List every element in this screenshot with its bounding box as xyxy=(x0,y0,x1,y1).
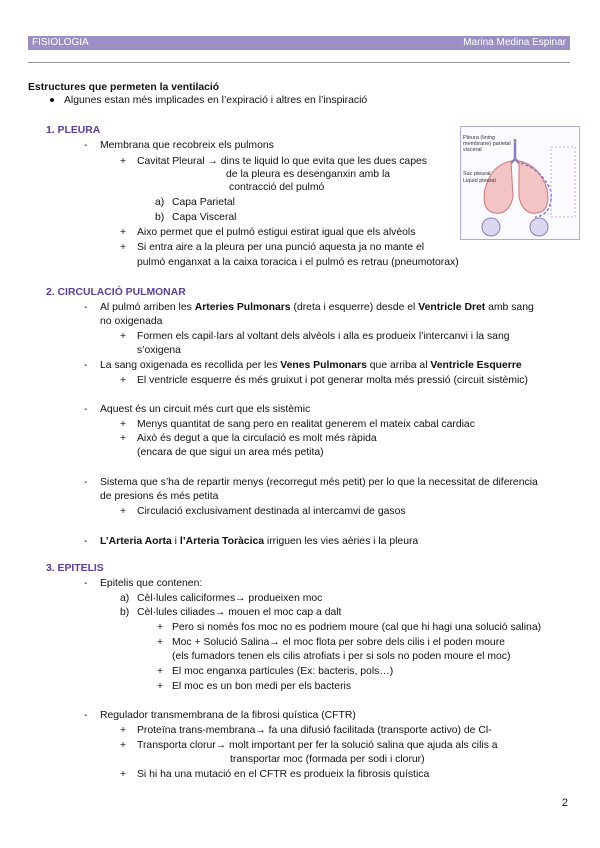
pleura-sub: Si entra aire a la pleura per una punció aquesta ja no mante el xyxy=(137,242,425,253)
page-title: Estructures que permeten la ventilació xyxy=(28,82,220,93)
circ-line: no oxigenada xyxy=(100,316,163,327)
epit-sub: Moc + Solució Salina→ el moc flota per sobre dels cilis i el poden moure xyxy=(172,637,505,648)
list-marker-b: b) xyxy=(120,607,130,618)
pleura-sub: pulmó enganxat a la caixa toracica i el pulmó es retrau (pneumotorax) xyxy=(137,257,459,268)
pleura-line: Membrana que recobreix els pulmons xyxy=(100,140,274,151)
plus: + xyxy=(120,769,127,780)
intro-bullet: Algunes estan més implicades en l’expiració i altres en l’inspiració xyxy=(64,95,368,106)
left-lung xyxy=(484,161,513,213)
pleura-sub: Cavitat Pleural → dins te liquid lo que evita que les dues capes xyxy=(137,156,427,167)
circ-line: L’Arteria Aorta i l’Arteria Toràcica irriguen les vies aèries i la pleura xyxy=(100,536,419,547)
pleura-sub: Aixo permet que el pulmó estigui estirat igual que els alvèols xyxy=(137,227,416,238)
page-number: 2 xyxy=(561,797,568,809)
alveolus-detail xyxy=(530,218,548,236)
header-rule xyxy=(28,62,570,63)
epit-sub: (els fumadors tenen els cilis atrofiats i per si sols no poden moure el moc) xyxy=(172,651,511,662)
plus: + xyxy=(120,375,127,386)
circ-line: Sistema que s’ha de repartir menys (recorregut més petit) per lo que la necessitat de diferencia xyxy=(100,477,538,488)
header-subject: FISIOLOGIA xyxy=(32,37,89,48)
epit-sub: Pero si només fos moc no es podriem moure (cal que hi hagi una solució salina) xyxy=(172,622,542,633)
circ-sub: Circulació exclusivament destinada al intercamvi de gasos xyxy=(137,506,406,517)
epit-sub: El moc es un bon medi per els bacteris xyxy=(172,681,352,692)
dash: - xyxy=(84,710,88,721)
section-heading-epitelis: 3. EPITELIS xyxy=(46,563,104,574)
list-marker-a: a) xyxy=(120,593,130,604)
right-lung xyxy=(519,161,548,213)
dash: - xyxy=(84,404,88,415)
plus: + xyxy=(120,433,127,444)
plus: + xyxy=(157,681,164,692)
figure-label: Liquid pleural xyxy=(463,178,496,184)
pleura-sub: de la pleura es desenganxin amb la xyxy=(226,169,391,180)
circ-sub: (encara de que sigui un area més petita) xyxy=(137,447,324,458)
circ-sub: Menys quantitat de sang pero en realitat generem el mateix cabal cardiac xyxy=(137,419,475,430)
circ-line: La sang oxigenada es recollida per les Venes Pulmonars que arriba al Ventricle Esquerre xyxy=(100,360,522,371)
plus: + xyxy=(120,227,127,238)
epit-sub: Transporta clorur→ molt important per fer la solució salina que ajuda als cilis a xyxy=(137,740,498,751)
dash: - xyxy=(84,536,88,547)
epit-line: Regulador transmembrana de la fibrosi quística (CFTR) xyxy=(100,710,356,721)
bullet-dot xyxy=(50,98,54,102)
circ-line: de presions és més petita xyxy=(100,491,219,502)
header-bar xyxy=(28,36,570,50)
pleura-option: Capa Parietal xyxy=(172,197,235,208)
figure-label: membrane) parietal xyxy=(463,141,511,147)
list-marker-a: a) xyxy=(155,197,165,208)
section-heading-pleura: 1. PLEURA xyxy=(46,125,101,136)
circ-sub: Això és degut a que la circulació es molt més ràpida xyxy=(137,433,377,444)
pleura-figure xyxy=(460,126,580,240)
plus: + xyxy=(157,637,164,648)
plus: + xyxy=(120,331,127,342)
plus: + xyxy=(157,666,164,677)
alveolus-detail xyxy=(482,218,500,236)
epit-line: Epitelis que contenen: xyxy=(100,578,203,589)
epit-sub: transportar moc (formada per sodi i clorur) xyxy=(230,754,425,765)
pleura-option: Capa Visceral xyxy=(172,212,237,223)
dash: - xyxy=(84,578,88,589)
epit-item: Cèl·lules ciliades→ mouen el moc cap a dalt xyxy=(137,607,342,618)
circ-sub: El ventricle esquerre és més gruixut i pot generar molta més pressió (circuit sistèmic) xyxy=(137,375,528,386)
figure-label: Sac pleural xyxy=(463,171,491,177)
figure-label: Pleura (lining xyxy=(463,135,496,141)
epit-sub: El moc enganxa particules (Ex: bacteris, pols…) xyxy=(172,666,394,677)
epit-sub: Si hi ha una mutació en el CFTR es produeix la fibrosis quística xyxy=(137,769,430,780)
plus: + xyxy=(157,622,164,633)
section-heading-circulacio: 2. CIRCULACIÓ PULMONAR xyxy=(46,287,186,298)
list-marker-b: b) xyxy=(155,212,165,223)
circ-sub: Formen els capil·lars al voltant dels alvèols i alla es produeix l’intercanvi i la sang xyxy=(137,331,510,342)
dash: - xyxy=(84,302,88,313)
dash: - xyxy=(84,477,88,488)
dash: - xyxy=(84,140,88,151)
pleura-sub: contracció del pulmó xyxy=(229,182,325,193)
plus: + xyxy=(120,506,127,517)
epit-item: Cèl·lules caliciformes→ produeixen moc xyxy=(137,593,323,604)
figure-label: visceral xyxy=(463,147,482,153)
zoom-box xyxy=(551,147,575,217)
plus: + xyxy=(120,242,127,253)
plus: + xyxy=(120,740,127,751)
circ-line: Aquest és un circuit més curt que els sistèmic xyxy=(100,404,311,415)
dash: - xyxy=(84,360,88,371)
plus: + xyxy=(120,156,127,167)
plus: + xyxy=(120,725,127,736)
header-author: Marina Medina Espinar xyxy=(463,37,566,48)
circ-sub: s’oxigena xyxy=(137,345,181,356)
plus: + xyxy=(120,419,127,430)
epit-sub: Proteïna trans-membrana→ fa una difusió facilitada (transporte activo) de Cl- xyxy=(137,725,492,736)
circ-line: Al pulmó arriben les Arteries Pulmonars (dreta i esquerre) desde el Ventricle Dret amb sang xyxy=(100,302,534,313)
